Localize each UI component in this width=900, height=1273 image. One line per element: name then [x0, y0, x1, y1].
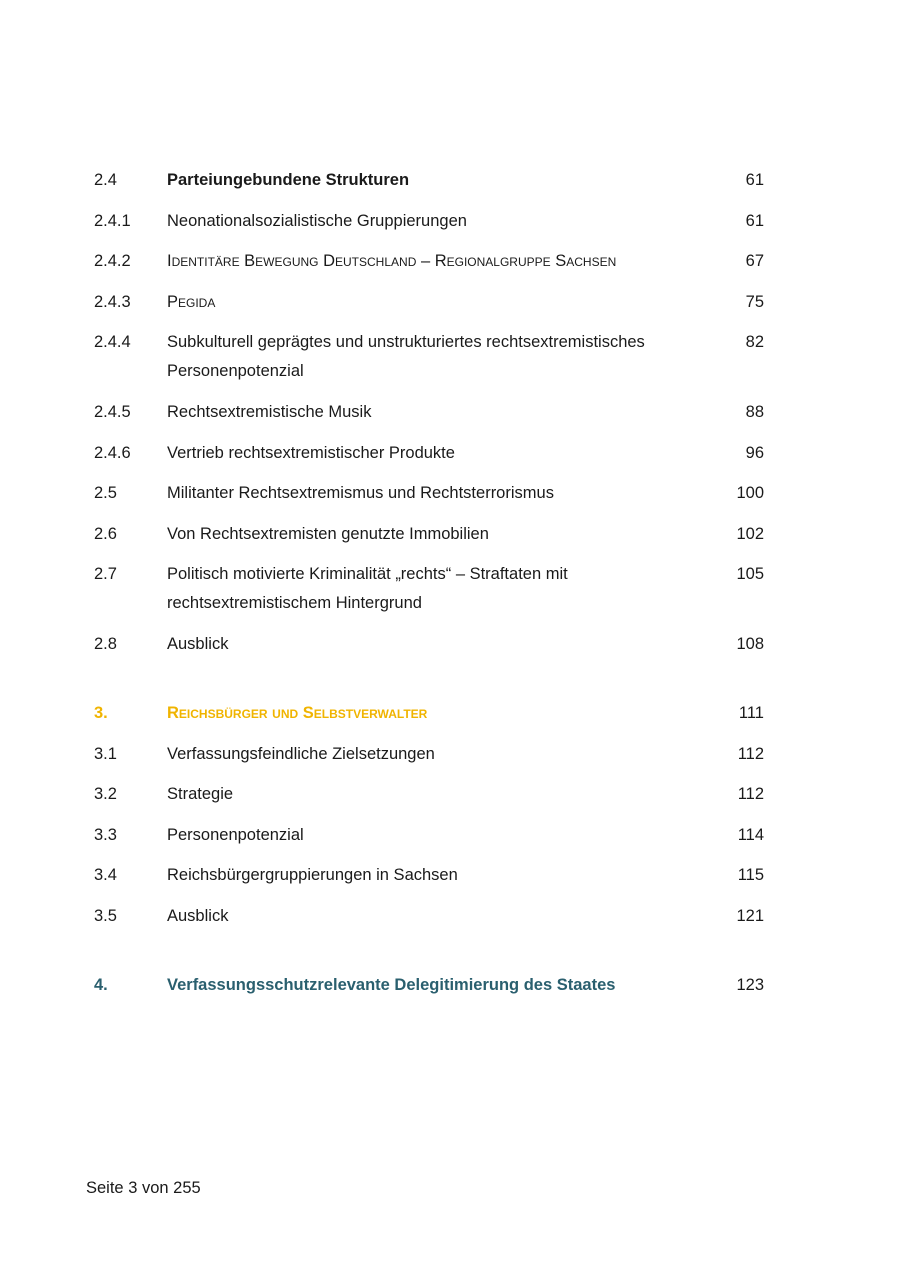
- toc-page: 88: [745, 402, 764, 421]
- toc-number: 2.4.5: [94, 402, 131, 421]
- toc-page: 67: [745, 252, 764, 271]
- toc-title: Militanter Rechtsextremismus und Rechtsterrorismus: [167, 484, 554, 503]
- toc-title-line: Politisch motivierte Kriminalität „rechts“ – Straftaten mit: [167, 565, 568, 584]
- toc-title: Pegida: [167, 292, 216, 311]
- toc-entry[interactable]: [94, 207, 764, 236]
- toc-title: Strategie: [167, 785, 234, 804]
- toc-entry[interactable]: [94, 861, 764, 890]
- toc-title-line: Personenpotenzial: [167, 362, 304, 381]
- toc-number: 3.1: [94, 744, 117, 763]
- toc-entry[interactable]: [94, 740, 764, 769]
- toc-page: 112: [737, 785, 764, 804]
- toc-entry[interactable]: [94, 560, 764, 618]
- toc-title: Rechtsextremistische Musik: [167, 402, 372, 421]
- toc-page: 96: [745, 443, 764, 462]
- toc-number: 2.6: [94, 524, 117, 543]
- toc-title-line: rechtsextremistischem Hintergrund: [167, 594, 422, 613]
- toc-title: Vertrieb rechtsextremistischer Produkte: [167, 443, 455, 462]
- toc-title: Von Rechtsextremisten genutzte Immobilien: [167, 524, 489, 543]
- toc-number: 3.4: [94, 866, 117, 885]
- toc-page: 102: [736, 524, 764, 543]
- toc-entry[interactable]: [94, 780, 764, 809]
- toc-page: 105: [736, 565, 764, 584]
- toc-chapter-3[interactable]: [94, 699, 764, 728]
- toc-title: Personenpotenzial: [167, 825, 304, 844]
- table-of-contents: [94, 166, 764, 1012]
- toc-entry[interactable]: [94, 439, 764, 468]
- toc-page: 114: [737, 825, 764, 844]
- toc-page: 121: [736, 906, 764, 925]
- toc-chapter-number: 3.: [94, 703, 108, 722]
- toc-page: 112: [737, 744, 764, 763]
- toc-entry[interactable]: [94, 821, 764, 850]
- toc-entry[interactable]: [94, 902, 764, 931]
- toc-number: 2.5: [94, 484, 117, 503]
- toc-title: [167, 560, 734, 618]
- toc-number: 3.5: [94, 906, 117, 925]
- toc-page: 111: [738, 703, 764, 722]
- toc-number: 2.4.6: [94, 443, 131, 462]
- toc-entry[interactable]: [94, 247, 764, 276]
- toc-chapter-title: Reichsbürger und Selbstverwalter: [167, 703, 428, 722]
- toc-page: 61: [745, 211, 764, 230]
- toc-number: 3.2: [94, 785, 117, 804]
- toc-number: 3.3: [94, 825, 117, 844]
- toc-number: 2.8: [94, 634, 117, 653]
- toc-title: Parteiungebundene Strukturen: [167, 171, 410, 189]
- toc-entry[interactable]: [94, 520, 764, 549]
- toc-entry[interactable]: [94, 288, 764, 317]
- toc-entry[interactable]: [94, 328, 764, 386]
- toc-page: 123: [736, 975, 764, 994]
- toc-page: 75: [745, 292, 764, 311]
- toc-chapter-title: Verfassungsschutzrelevante Delegitimierung des Staates: [167, 975, 616, 994]
- toc-number: 2.4.1: [94, 211, 131, 230]
- toc-number: 2.4.2: [94, 252, 131, 271]
- toc-title: Verfassungsfeindliche Zielsetzungen: [167, 744, 435, 763]
- toc-title: Reichsbürgergruppierungen in Sachsen: [167, 866, 458, 885]
- toc-page: 115: [737, 866, 764, 885]
- toc-page: 61: [745, 171, 764, 189]
- toc-title: [167, 328, 734, 386]
- toc-title: Ausblick: [167, 906, 229, 925]
- toc-number: 2.7: [94, 565, 117, 584]
- toc-chapter-number: 4.: [94, 975, 108, 994]
- toc-entry[interactable]: [94, 630, 764, 659]
- toc-entry[interactable]: [94, 479, 764, 508]
- toc-number: 2.4.3: [94, 292, 131, 311]
- page-footer: Seite 3 von 255: [86, 1179, 201, 1197]
- toc-title: Identitäre Bewegung Deutschland – Regionalgruppe Sachsen: [167, 252, 617, 271]
- toc-title-line: Subkulturell geprägtes und unstrukturiertes rechtsextremistisches: [167, 333, 645, 352]
- toc-chapter-4[interactable]: [94, 971, 764, 1000]
- toc-entry[interactable]: [94, 166, 764, 195]
- toc-title: Neonationalsozialistische Gruppierungen: [167, 211, 467, 230]
- toc-page: 82: [745, 333, 764, 352]
- toc-page: 100: [736, 484, 764, 503]
- toc-title: Ausblick: [167, 634, 229, 653]
- toc-page: 108: [736, 634, 764, 653]
- toc-entry[interactable]: [94, 398, 764, 427]
- toc-number: 2.4.4: [94, 333, 131, 352]
- toc-number: 2.4: [94, 171, 117, 189]
